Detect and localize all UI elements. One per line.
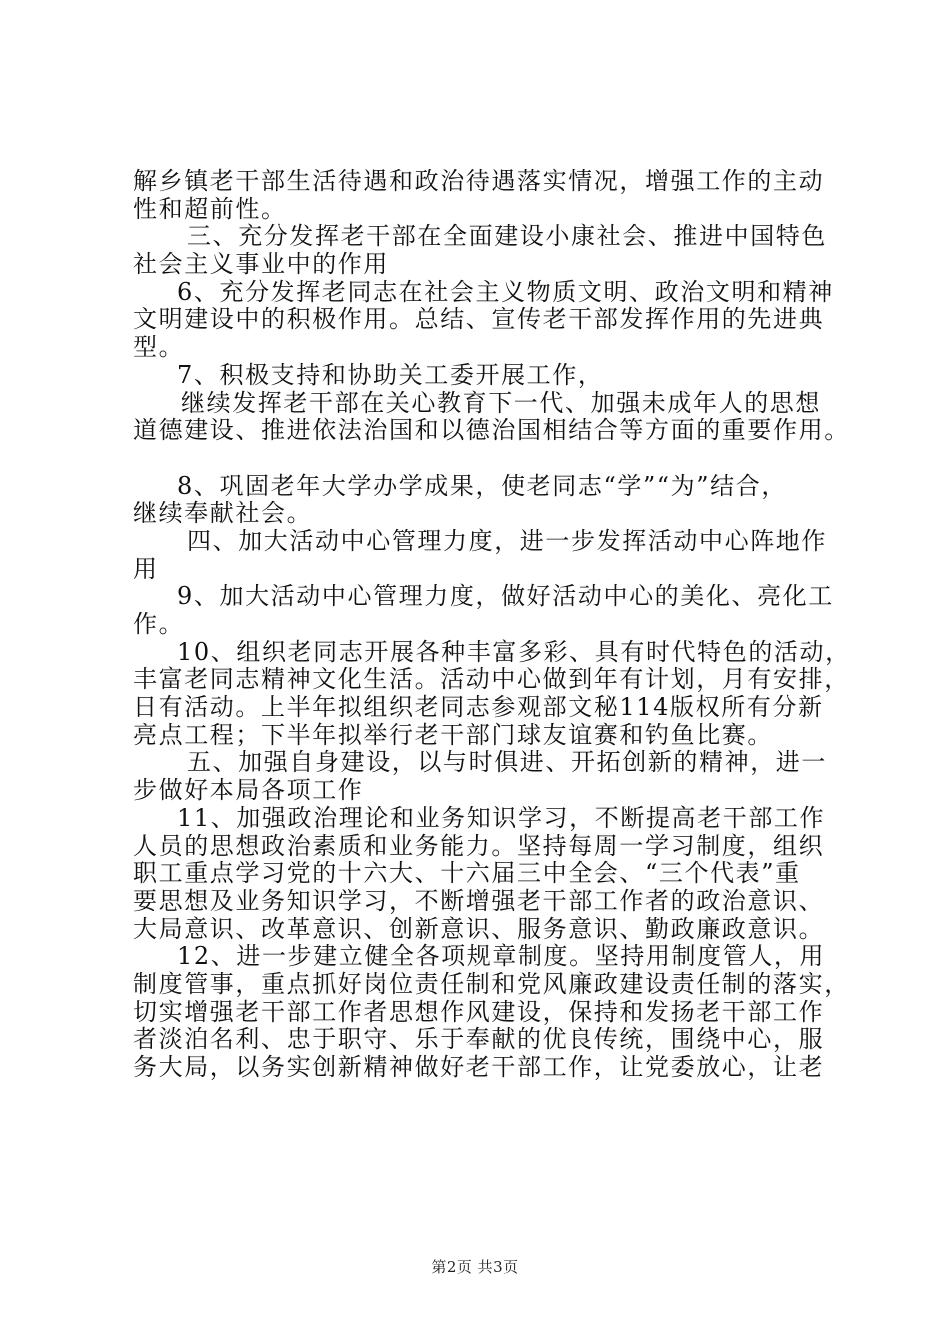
text-line: 继续发挥老干部在关心教育下一代、加强未成年人的思想 (181, 388, 821, 417)
text-line: 五、加强自身建设，以与时俱进、开拓创新的精神，进一 (187, 748, 827, 777)
text-line: 丰富老同志精神文化生活。活动中心做到年有计划，月有安排， (133, 665, 850, 694)
text-line: 继续奉献社会。 (133, 499, 313, 528)
text-line: 性和超前性。 (133, 194, 287, 223)
text-line: 解乡镇老干部生活待遇和政治待遇落实情况，增强工作的主动 (133, 167, 825, 195)
text-line: 文明建设中的积极作用。总结、宣传老干部发挥作用的先进典 (133, 305, 825, 334)
text-line: 作。 (133, 610, 185, 638)
blank-line (133, 445, 853, 473)
text-line: 6、充分发挥老同志在社会主义物质文明、政治文明和精神 (177, 277, 834, 306)
text-line: 9、加大活动中心管理力度，做好活动中心的美化、亮化工 (177, 582, 834, 611)
text-line: 11、加强政治理论和业务知识学习，不断提高老干部工作 (177, 803, 826, 832)
text-line: 制度管事，重点抓好岗位责任制和党风廉政建设责任制的落实， (133, 969, 850, 998)
text-line: 职工重点学习党的十六大、十六届三中全会、“三个代表”重 (133, 859, 801, 888)
document-body (133, 168, 853, 1082)
text-line: 型。 (133, 333, 185, 362)
page-footer: 第2页 共3页 (431, 1258, 519, 1276)
text-line: 8、巩固老年大学办学成果，使老同志“学”“为”结合， (177, 471, 787, 500)
text-line: 四、加大活动中心管理力度，进一步发挥活动中心阵地作 (187, 526, 827, 555)
text-line: 社会主义事业中的作用 (133, 250, 389, 279)
text-line: 7、积极支持和协助关工委开展工作， (177, 360, 604, 389)
text-line: 亮点工程；下半年拟举行老干部门球友谊赛和钓鱼比赛。 (133, 720, 773, 749)
text-line: 日有活动。上半年拟组织老同志参观部文秘114版权所有分新 (133, 693, 824, 722)
text-line: 道德建设、推进依法治国和以德治国相结合等方面的重要作用。 (133, 416, 850, 445)
text-line: 12、进一步建立健全各项规章制度。坚持用制度管人，用 (177, 942, 826, 971)
text-line: 用 (133, 554, 159, 583)
text-line: 者淡泊名利、忠于职守、乐于奉献的优良传统，围绕中心，服 (133, 1025, 825, 1054)
text-line: 要思想及业务知识学习，不断增强老干部工作者的政治意识、 (133, 886, 825, 915)
text-line: 步做好本局各项工作 (133, 776, 364, 805)
text-line: 人员的思想政治素质和业务能力。坚持每周一学习制度，组织 (133, 831, 825, 860)
text-line: 切实增强老干部工作者思想作风建设，保持和发扬老干部工作 (133, 997, 825, 1026)
text-line: 务大局，以务实创新精神做好老干部工作，让党委放心，让老 (133, 1053, 825, 1081)
text-line: 大局意识、改革意识、创新意识、服务意识、勤政廉政意识。 (133, 914, 825, 943)
text-line: 三、充分发挥老干部在全面建设小康社会、推进中国特色 (187, 222, 827, 251)
text-line: 10、组织老同志开展各种丰富多彩、具有时代特色的活动， (177, 637, 851, 666)
